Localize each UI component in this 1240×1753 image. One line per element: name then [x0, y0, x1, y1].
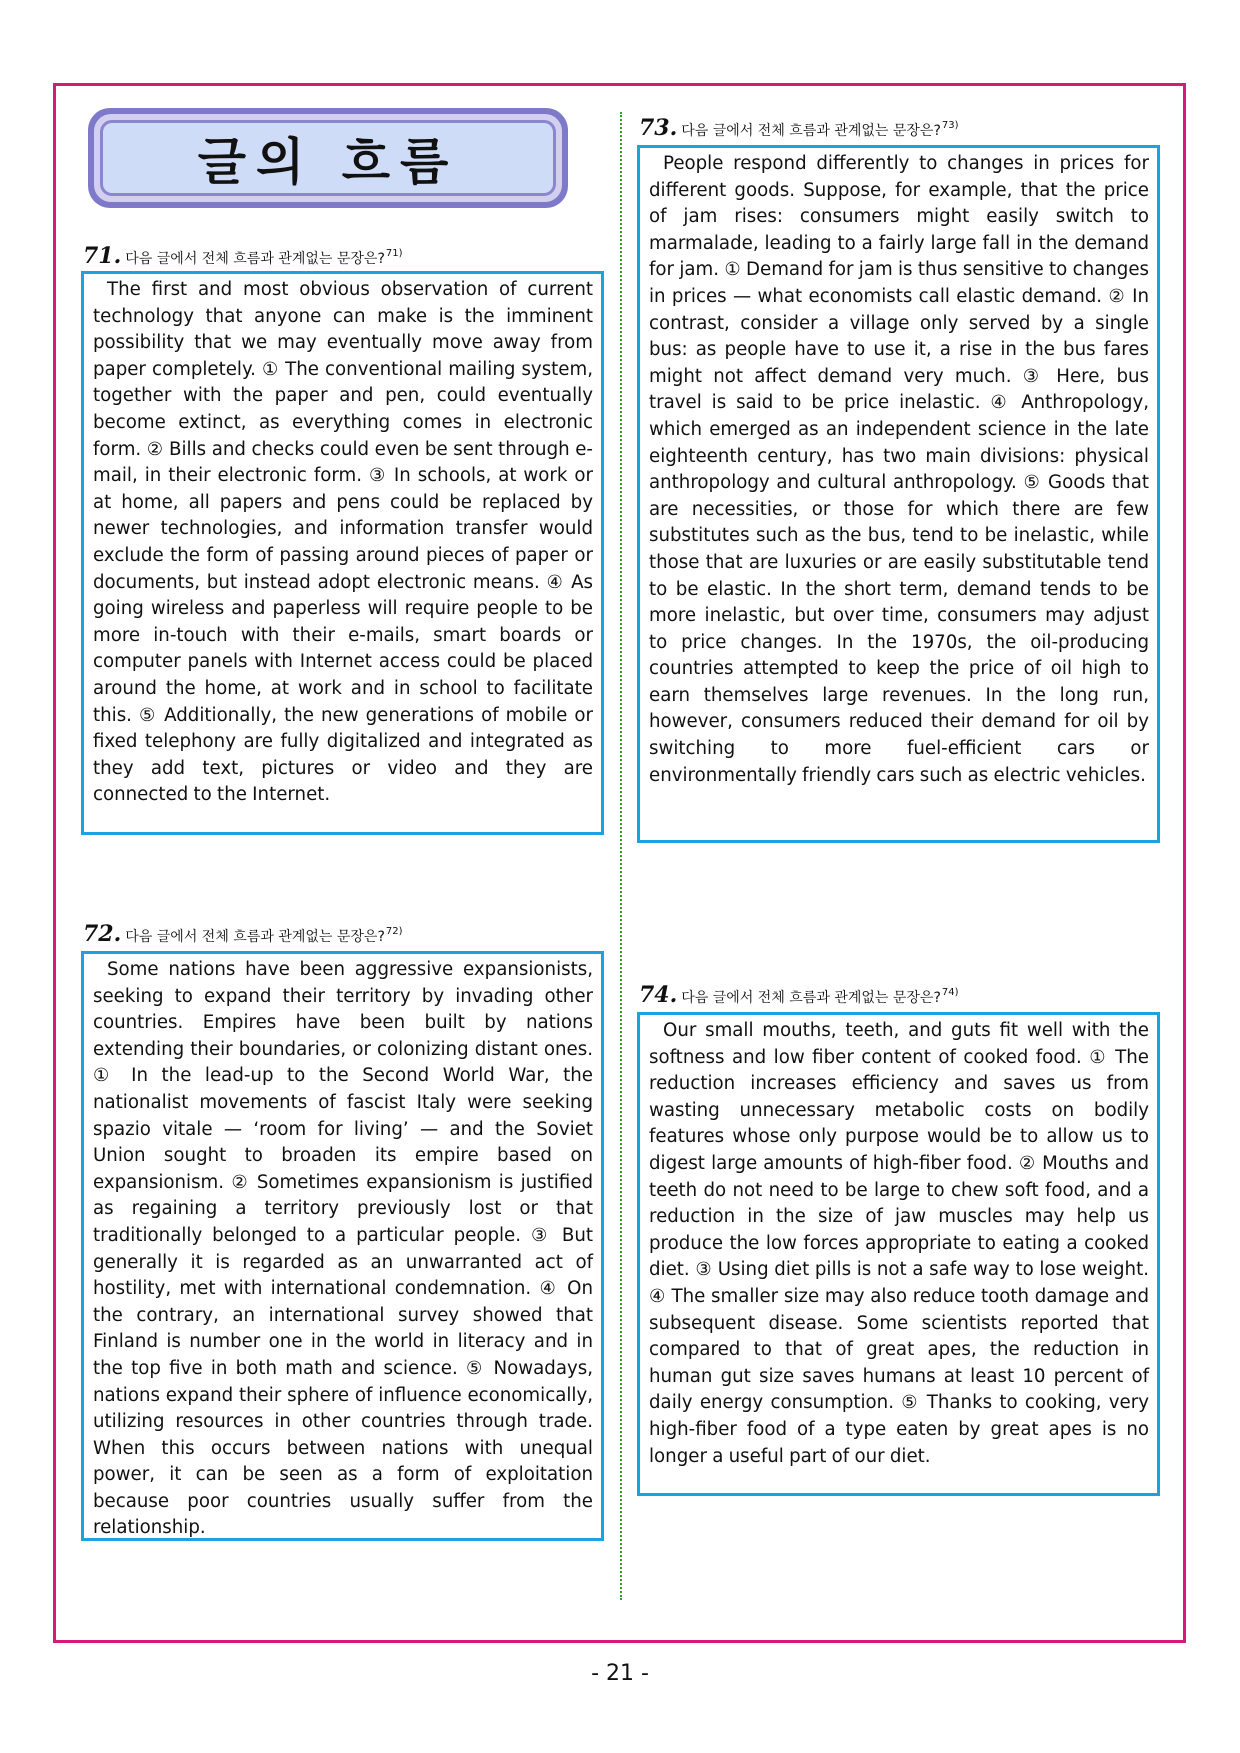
question-prompt: 다음 글에서 전체 흐름과 관계없는 문장은?	[681, 123, 941, 139]
question-74-box	[637, 1012, 1160, 1496]
question-prompt: 다음 글에서 전체 흐름과 관계없는 문장은?	[125, 251, 385, 267]
question-71-box	[81, 271, 604, 835]
section-banner	[88, 108, 568, 208]
section-banner-inner	[100, 120, 556, 196]
footnote-ref: 73)	[941, 120, 959, 131]
section-title: 글의 흐름	[197, 133, 459, 191]
question-number: 74.	[639, 982, 678, 1008]
footnote-ref: 71)	[385, 248, 403, 259]
question-73-header	[639, 115, 959, 141]
section-banner-mid	[94, 114, 562, 202]
question-72-header	[83, 921, 403, 947]
question-prompt: 다음 글에서 전체 흐름과 관계없는 문장은?	[125, 929, 385, 945]
question-72-box	[81, 951, 604, 1541]
question-number: 71.	[83, 243, 122, 269]
question-prompt: 다음 글에서 전체 흐름과 관계없는 문장은?	[681, 990, 941, 1006]
passage-text: The first and most obvious observation of current technology that anyone can make is the imminent possibility that we may eventually move away from paper completely. ① The conventional mailing system, together with the paper and pen, could eventually become extinct, as everything comes in electronic form. ② Bills and checks could even be sent through e-mail, in their electronic form. ③ In schools, at work or at home, all papers and pens could be replaced by newer technologies, and information transfer would exclude the form of passing around pieces of paper or documents, but instead adopt electronic means. ④ As going wireless and paperless will require people to be more in-touch with their e-mails, smart boards or computer panels with Internet access could be placed around the home, at work and in school to facilitate this. ⑤ Additionally, the new generations of mobile or fixed telephony are fully digitalized and integrated as they add text, pictures or video and they are connected to the Internet.	[93, 279, 593, 806]
passage-text: Some nations have been aggressive expansionists, seeking to expand their territory by invading other countries. Empires have been built by nations extending their boundaries, or colonizing distant ones. ① In the lead-up to the Second World War, the nationalist movements of fascist Italy were seeking spazio vitale — ‘room for living’ — and the Soviet Union sought to broaden its empire based on expansionism. ② Sometimes expansionism is justified as regaining a territory previously lost or that traditionally belonged to a particular people. ③ But generally it is regarded as an unwarranted act of hostility, met with international condemnation. ④ On the contrary, an international survey showed that Finland is number one in the world in literacy and in the top five in both math and science. ⑤ Nowadays, nations expand their sphere of influence economically, utilizing resources in other countries through trade. When this occurs between nations with unequal power, it can be seen as a form of exploitation because poor countries usually suffer from the relationship.	[93, 959, 593, 1539]
question-73-box	[637, 145, 1160, 843]
passage-text: Our small mouths, teeth, and guts fit well with the softness and low fiber content of cooked food. ① The reduction increases efficiency and saves us from wasting unnecessary metabolic costs on bodily features whose only purpose would be to allow us to digest large amounts of high-fiber food. ② Mouths and teeth do not need to be large to chew soft food, and a reduction in the size of jaw muscles may help us produce the low forces appropriate to eating a cooked diet. ③ Using diet pills is not a safe way to lose weight. ④ The smaller size may also reduce tooth damage and subsequent disease. Some scientists reported that compared to that of great apes, the reduction in human gut size saves humans at least 10 percent of daily energy consumption. ⑤ Thanks to cooking, very high-fiber food of a type eaten by great apes is no longer a useful part of our diet.	[649, 1020, 1149, 1467]
page-number: - 21 -	[591, 1661, 649, 1686]
column-divider	[620, 112, 622, 1600]
footnote-ref: 74)	[941, 987, 959, 998]
footnote-ref: 72)	[385, 926, 403, 937]
question-71-header	[83, 243, 403, 269]
question-number: 73.	[639, 115, 678, 141]
passage-text: People respond differently to changes in prices for different goods. Suppose, for example, that the price of jam rises: consumers might easily switch to marmalade, leading to a fairly large fall in the demand for jam. ① Demand for jam is thus sensitive to changes in prices — what economists call elastic demand. ② In contrast, consider a village only served by a single bus: as people have to use it, a rise in the bus fares might not affect demand very much. ③ Here, bus travel is said to be price inelastic. ④ Anthropology, which emerged as an independent science in the late eighteenth century, has two main divisions: physical anthropology and cultural anthropology. ⑤ Goods that are necessities, or those for which there are few substitutes such as the bus, tend to be inelastic, while those that are luxuries or are easily substitutable tend to be elastic. In the short term, demand tends to be more inelastic, but over time, consumers may adjust to price changes. In the 1970s, the oil-producing countries attempted to keep the price of oil high to earn themselves large revenues. In the long run, however, consumers reduced their demand for oil by switching to more fuel-efficient cars or environmentally friendly cars such as electric vehicles.	[649, 153, 1149, 786]
question-number: 72.	[83, 921, 122, 947]
question-74-header	[639, 982, 959, 1008]
